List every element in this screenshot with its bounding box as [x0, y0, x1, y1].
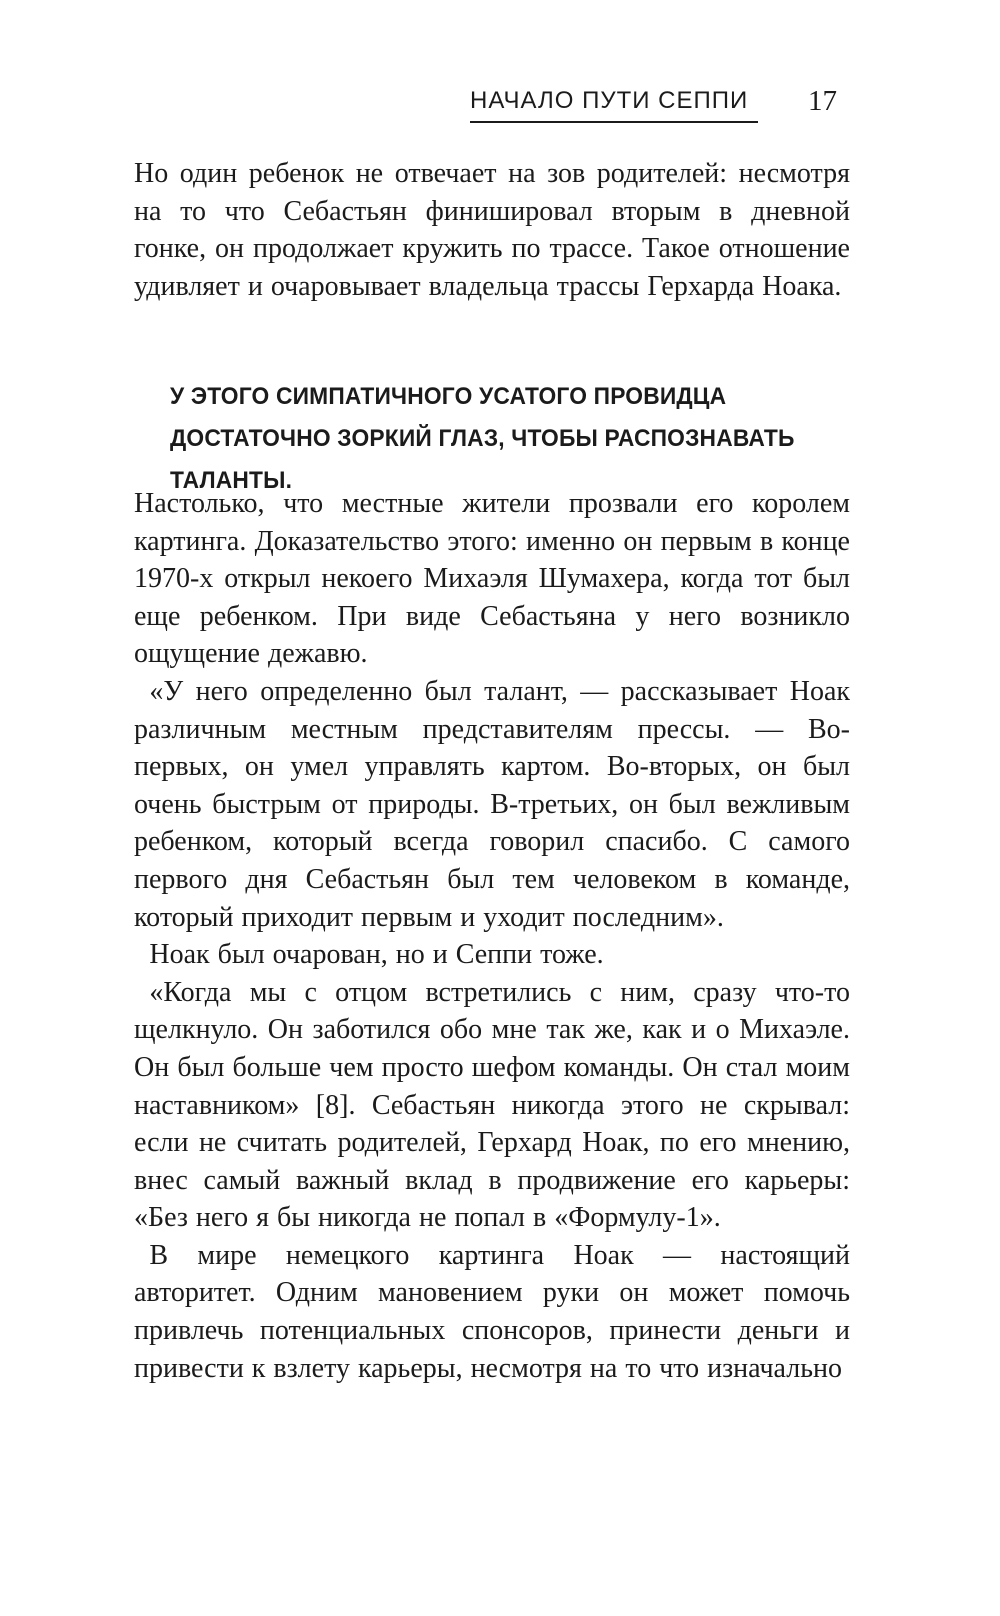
body-paragraph: Настолько, что местные жители прозвали его королем картинга. Доказательство этого: именно он первым в конце 1970-х открыл некоего Михаэля Шумахера, когда тот был еще ребенком. При виде Себастьяна у него возникло ощущение дежавю.: [134, 488, 850, 670]
opening-text-block: [134, 155, 850, 305]
body-paragraph: «У него определенно был талант, — рассказывает Ноак различным местным представителям прессы. — Во-первых, он умел управлять картом. Во-вторых, он был очень быстрым от природы. В-третьих, он был вежливым ребенком, который всегда говорил спасибо. С самого первого дня Себастьян был тем человеком в команде, который приходит первым и уходит последним».: [134, 675, 850, 933]
page-number: 17: [808, 85, 837, 117]
header-rule: [470, 121, 758, 123]
pull-quote: У ЭТОГО СИМПАТИЧНОГО УСАТОГО ПРОВИДЦА ДОСТАТОЧНО ЗОРКИЙ ГЛАЗ, ЧТОБЫ РАСПОЗНАВАТЬ ТАЛАНТЫ.: [170, 383, 795, 494]
body-paragraph: «Когда мы с отцом встретились с ним, сразу что-то щелкнуло. Он заботился обо мне так же, как и о Михаэле. Он был больше чем просто шефом команды. Он стал моим наставником» [8]. Себастьян никогда этого не скрывал: если не считать родителей, Герхард Ноак, по его мнению, внес самый важный вклад в продвижение его карьеры: «Без него я бы никогда не попал в «Формулу-1».: [134, 976, 850, 1234]
page-header: [470, 84, 860, 134]
body-paragraph: Но один ребенок не отвечает на зов родителей: несмотря на то что Себастьян финишировал вторым в дневной гонке, он продолжает кружить по трассе. Такое отношение удивляет и очаровывает владельца трассы Герхарда Ноака.: [134, 158, 850, 302]
running-title: НАЧАЛО ПУТИ СЕППИ: [470, 87, 749, 114]
body-paragraph: Ноак был очарован, но и Сеппи тоже.: [149, 939, 604, 971]
main-text-block: [134, 485, 850, 1387]
body-paragraph: В мире немецкого картинга Ноак — настоящий авторитет. Одним мановением руки он может помочь привлечь потенциальных спонсоров, принести деньги и привести к взлету карьеры, несмотря на то что изначально: [134, 1239, 850, 1384]
